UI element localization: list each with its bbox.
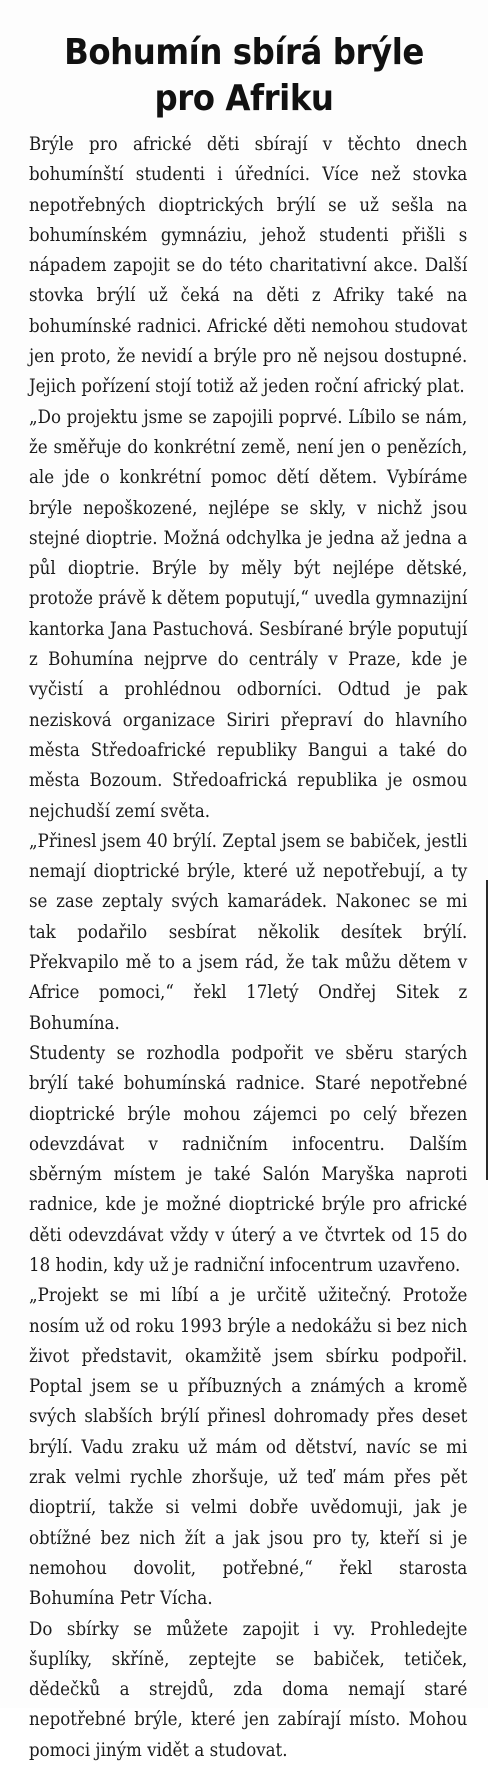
headline-line-1: Bohumín sbírá brýle — [64, 32, 424, 74]
headline-line-2: pro Afriku — [154, 78, 334, 120]
article-body — [29, 130, 467, 1766]
article-headline — [24, 30, 463, 122]
article-paragraph-6: Do sbírky se můžete zapojit i vy. Prohledejte šuplíky, skříně, zeptejte se babiček, tetiček, dědečků a strejdů, zda doma nemají staré nepotřebné brýle, které jen zabírají místo. Mohou pomoci jiným vidět a studovat. — [29, 1618, 468, 1761]
article-paragraph-1: Brýle pro africké děti sbírají v těchto dnech bohumínští studenti i úředníci. Více než stovka nepotřebných dioptrických brýlí se už sešla na bohumínském gymnáziu, jehož studenti přišli s nápadem zapojit se do této charitativní akce. Další stovka brýlí už čeká na děti z Afriky také na bohumínské radnici. Africké děti nemohou studovat jen proto, že nevidí a brýle pro ně nejsou dostupné. Jejich pořízení stojí totiž až jeden roční africký plat. — [29, 134, 468, 398]
article-paragraph-4: Studenty se rozhodla podpořit ve sběru starých brýlí také bohumínská radnice. Staré nepotřebné dioptrické brýle mohou zájemci po celý březen odevzdávat v radničním infocentru. Dalším sběrným místem je také Salón Maryška naproti radnice, kde je možné dioptrické brýle pro africké děti odevzdávat vždy v úterý a ve čtvrtek od 15 do 18 hodin, kdy už je radniční infocentrum uzavřeno. — [29, 1042, 468, 1276]
article-paragraph-3: „Přinesl jsem 40 brýlí. Zeptal jsem se babiček, jestli nemají dioptrické brýle, které už nepotřebují, a ty se zase zeptaly svých kamarádek. Nakonec se mi tak podařilo sesbírat několik desítek brýlí. Překvapilo mě to a jsem rád, že tak můžu dětem v Africe pomoci,“ řekl 17letý Ondřej Sitek z Bohumína. — [29, 830, 468, 1034]
article-paragraph-2: „Do projektu jsme se zapojili poprvé. Líbilo se nám, že směřuje do konkrétní země, není jen o penězích, ale jde o konkrétní pomoc dětí dětem. Vybíráme brýle nepoškozené, nejlépe se skly, v nichž jsou stejné dioptrie. Možná odchylka je jedna až jedna a půl dioptrie. Brýle by měly být nejlépe dětské, protože právě k dětem poputují,“ uvedla gymnazijní kantorka Jana Pastuchová. Sesbírané brýle poputují z Bohumína nejprve do centrály v Praze, kde je vyčistí a prohlédnou odborníci. Odtud je pak nezisková organizace Siriri přepraví do hlavního města Středoafrické republiky Bangui a také do města Bozoum. Středoafrická republika je osmou nejchudší zemí světa. — [29, 406, 468, 822]
article-paragraph-5: „Projekt se mi líbí a je určitě užitečný. Protože nosím už od roku 1993 brýle a nedokážu si bez nich život představit, okamžitě jsem sbírku podpořil. Poptal jsem se u příbuzných a známých a kromě svých slabších brýlí přinesl dohromady přes deset brýlí. Vadu zraku už mám od dětství, navíc se mi zrak velmi rychle zhoršuje, už teď mám přes pět dioptrií, takže si velmi dobře uvědomuji, jak je obtížné bez nich žít a jak jsou pro ty, kteří si je nemohou dovolit, potřebné,“ řekl starosta Bohumína Petr Vícha. — [29, 1285, 468, 1610]
